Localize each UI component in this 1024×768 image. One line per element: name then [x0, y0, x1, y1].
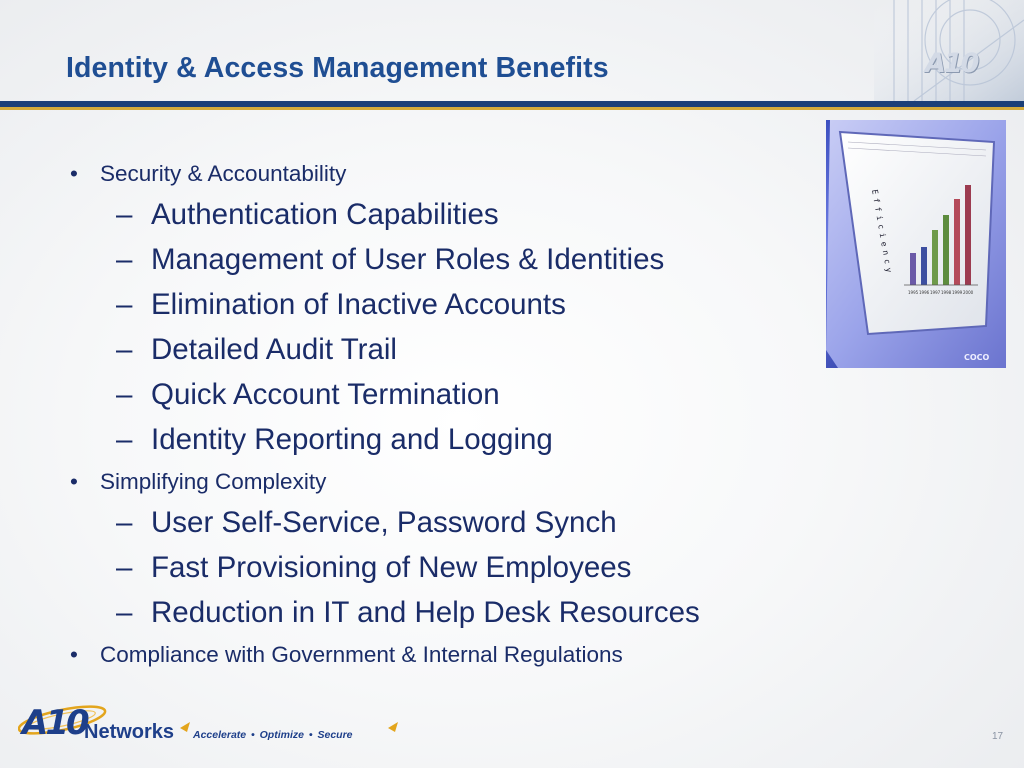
monitor-chart-bar	[954, 199, 960, 285]
brand-tagline: Accelerate • Optimize • Secure	[193, 729, 353, 741]
monitor-chart-bar	[965, 185, 971, 285]
dash-marker: –	[116, 506, 133, 539]
monitor-photo	[826, 120, 1006, 368]
sub-bullet-label: Elimination of Inactive Accounts	[151, 288, 566, 321]
sub-bullet-label: Management of User Roles & Identities	[151, 243, 665, 276]
bullet-marker: •	[70, 161, 78, 186]
dash-marker: –	[116, 596, 133, 629]
bullet-section-compliance	[70, 642, 623, 668]
sub-bullet-label: Reduction in IT and Help Desk Resources	[151, 596, 700, 629]
sub-bullet-label: Identity Reporting and Logging	[151, 423, 553, 456]
sub-bullet-label: Detailed Audit Trail	[151, 333, 397, 366]
sub-bullet	[116, 198, 499, 232]
networks-wordmark: Networks	[84, 721, 175, 743]
sub-bullet	[116, 243, 664, 277]
monitor-chart-year-label: 2000	[963, 290, 974, 295]
sub-bullet	[116, 551, 631, 585]
bullet-marker: •	[70, 642, 78, 667]
monitor-illustration	[826, 120, 1006, 368]
dash-marker: –	[116, 288, 133, 321]
monitor-chart-year-label: 1999	[952, 290, 963, 295]
monitor-chart-bar	[910, 253, 916, 285]
sub-bullet-label: Quick Account Termination	[151, 378, 500, 411]
sub-bullet	[116, 506, 617, 540]
monitor-brand: COCO	[964, 353, 990, 362]
dash-marker: –	[116, 243, 133, 276]
bullet-section-simplifying	[70, 469, 326, 495]
monitor-chart-year-label: 1996	[919, 290, 930, 295]
dash-marker: –	[116, 423, 133, 456]
monitor-chart-year-label: 1997	[930, 290, 941, 295]
dash-marker: –	[116, 551, 133, 584]
sub-bullet	[116, 378, 500, 412]
monitor-chart-bar	[921, 247, 927, 285]
dash-marker: –	[116, 198, 133, 231]
sub-bullet	[116, 596, 700, 630]
bullet-section-security	[70, 161, 346, 187]
sub-bullet-label: Authentication Capabilities	[151, 198, 499, 231]
bullet-label: Security & Accountability	[100, 161, 347, 186]
screen-label: Efficiency	[870, 188, 895, 278]
a10-header-logo: A10	[925, 48, 978, 79]
sub-bullet	[116, 423, 553, 457]
monitor-chart-bar	[932, 230, 938, 285]
bullet-marker: •	[70, 469, 78, 494]
dash-marker: –	[116, 333, 133, 366]
a10-logo-mark: A10	[22, 703, 87, 743]
sub-bullet-label: User Self-Service, Password Synch	[151, 506, 617, 539]
slide-title: Identity & Access Management Benefits	[66, 52, 609, 84]
monitor-chart-year-label: 1995	[908, 290, 919, 295]
bullet-label: Compliance with Government & Internal Regulations	[100, 642, 623, 667]
page-number: 17	[992, 731, 1004, 742]
monitor-chart-bar	[943, 215, 949, 285]
monitor-chart-year-label: 1998	[941, 290, 952, 295]
bullet-label: Simplifying Complexity	[100, 469, 327, 494]
sub-bullet	[116, 333, 397, 367]
sub-bullet-label: Fast Provisioning of New Employees	[151, 551, 632, 584]
sub-bullet	[116, 288, 566, 322]
dash-marker: –	[116, 378, 133, 411]
